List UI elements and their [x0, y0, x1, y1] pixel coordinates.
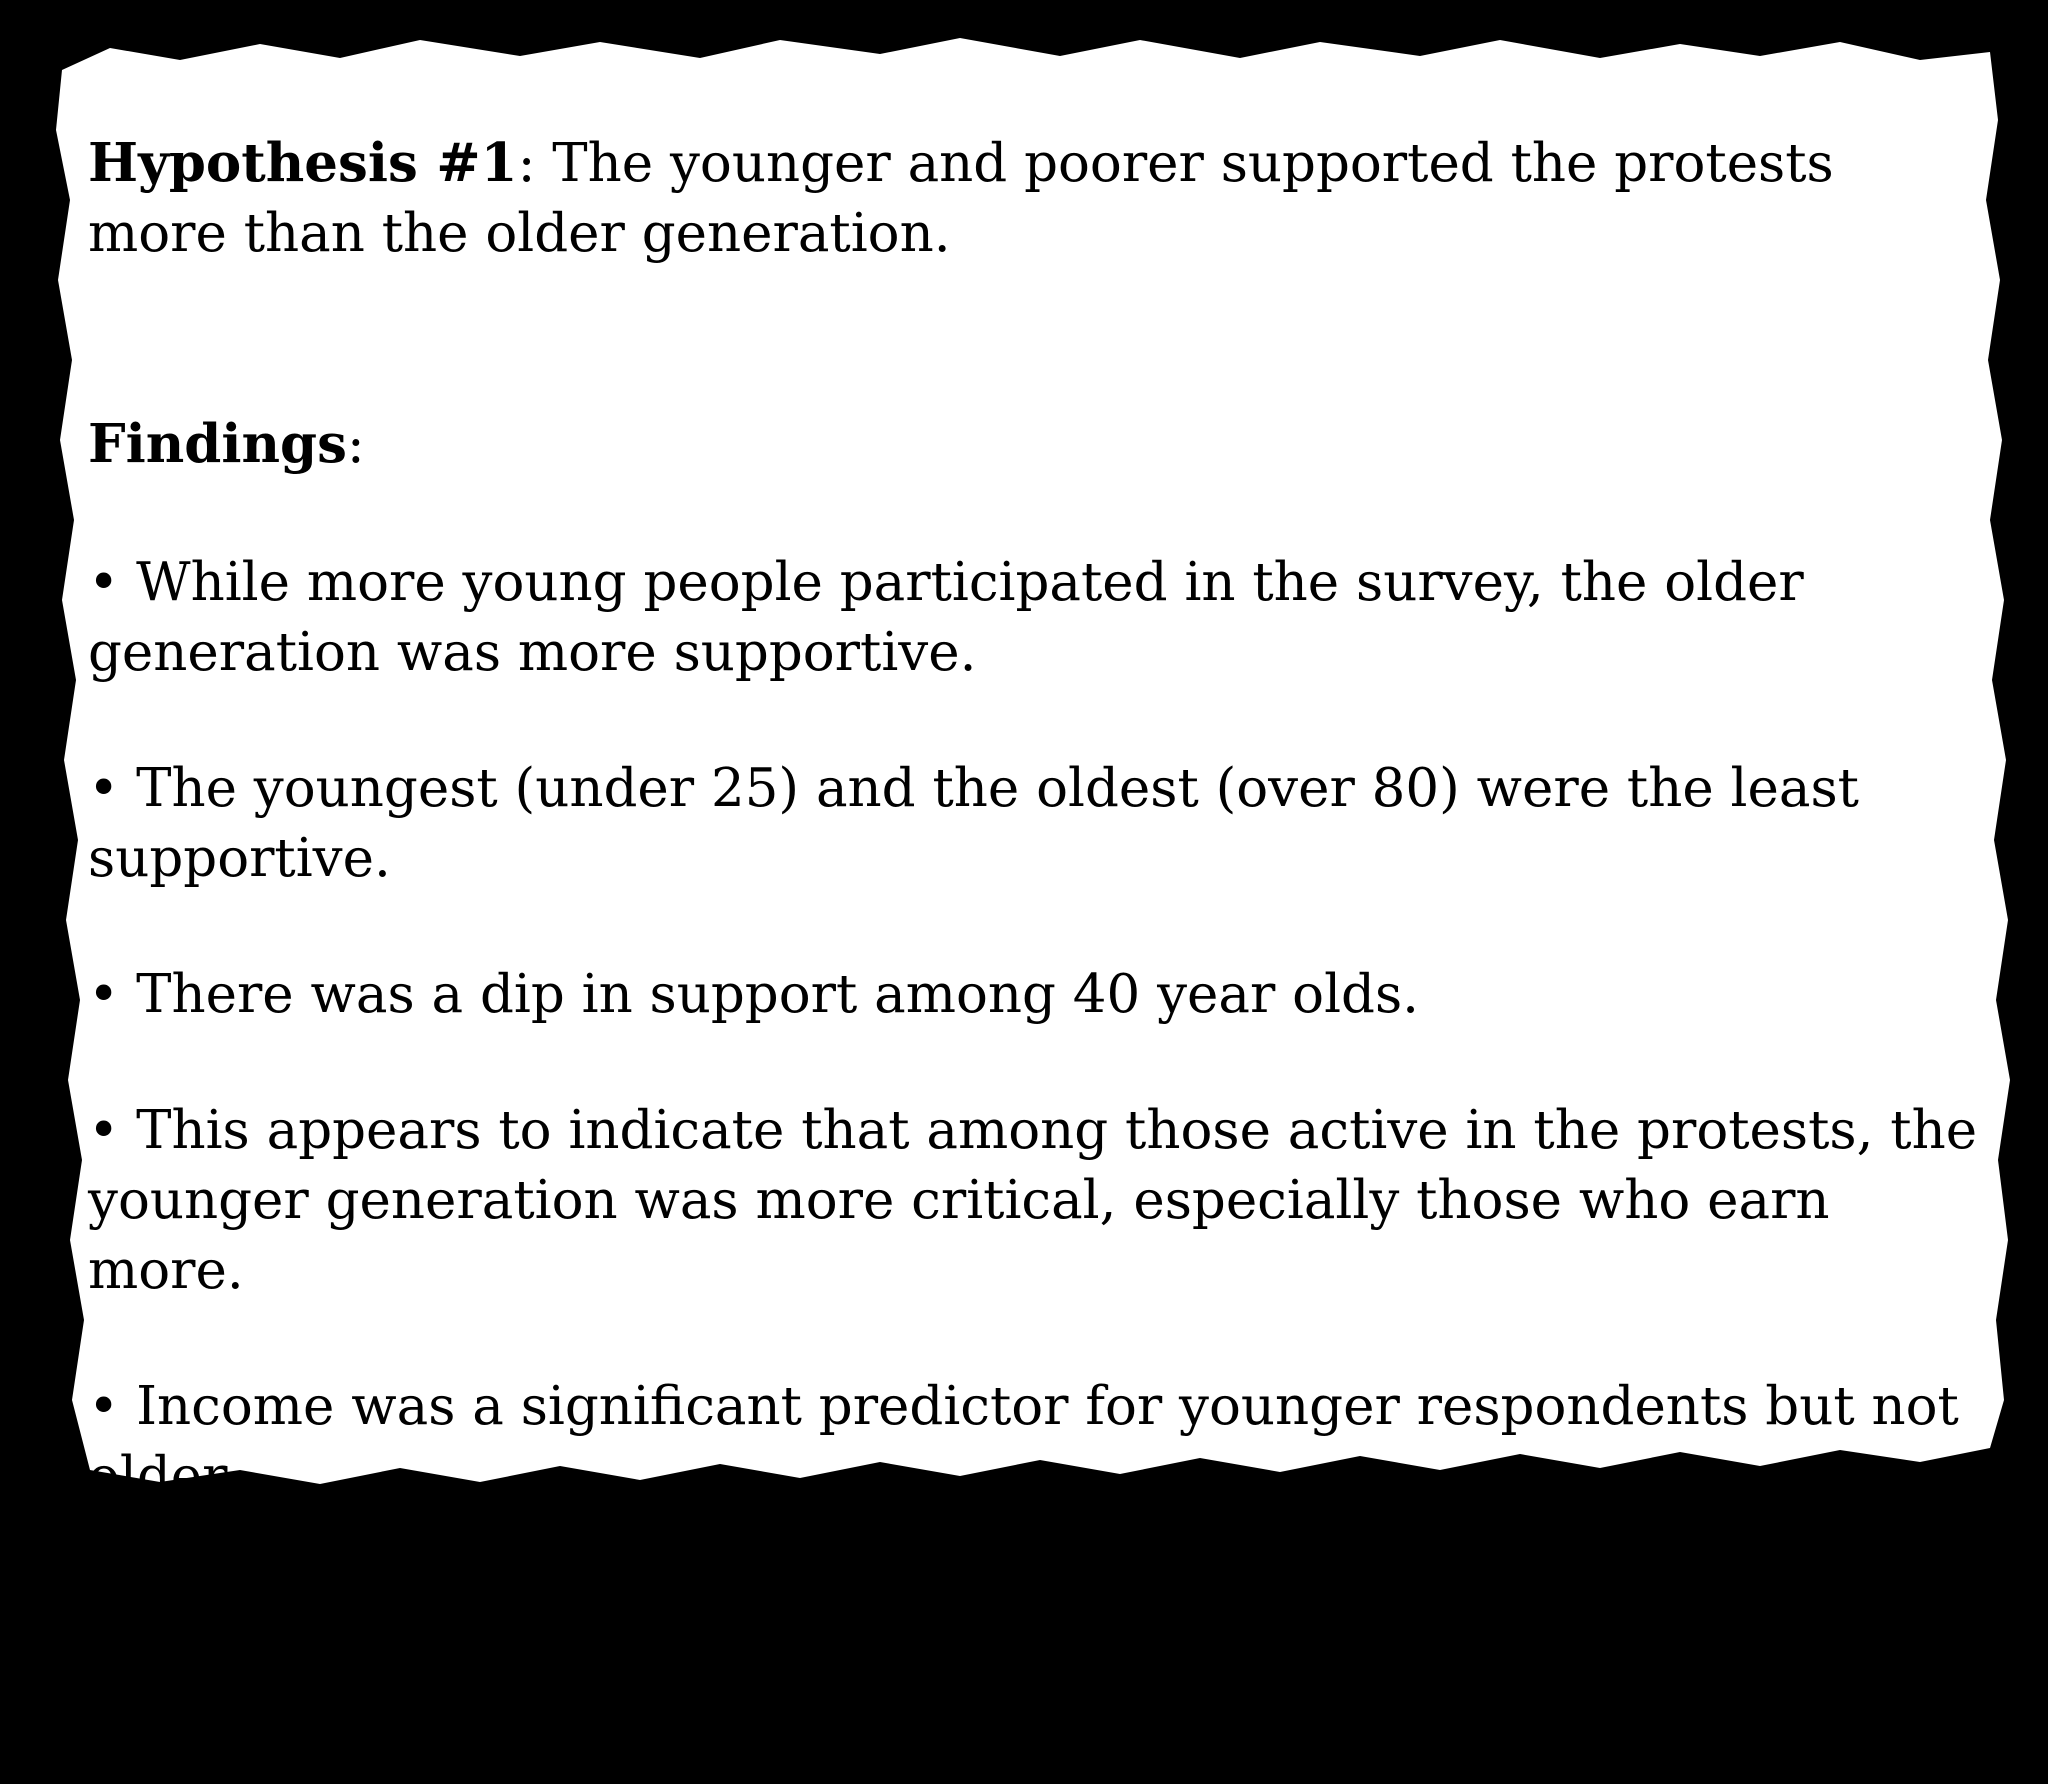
hypothesis-separator: : [517, 133, 536, 194]
findings-label: Findings [88, 413, 347, 475]
slide-content [88, 128, 1988, 1784]
hypothesis-text: The younger and poorer supported the protests more than the older generation. [88, 133, 1834, 264]
finding-bullet-1: • While more young people participated in the survey, the older generation was more supportive. [88, 552, 1804, 683]
findings-heading [88, 409, 1988, 480]
findings-separator: : [346, 414, 365, 475]
finding-bullet-2: • The youngest (under 25) and the oldest (over 80) were the least supportive. [88, 758, 1859, 889]
hypothesis-label: Hypothesis #1 [88, 132, 518, 194]
finding-bullet-6: • There was a significant positive interaction between age and income. [88, 1582, 1775, 1713]
finding-bullet-3: • There was a dip in support among 40 year olds. [88, 964, 1420, 1025]
finding-bullet-4: • This appears to indicate that among those active in the protests, the younger generation was more critical, especially those who earn more. [88, 1100, 1978, 1301]
finding-bullet-5: • Income was a significant predictor for younger respondents but not older. [88, 1376, 1959, 1507]
hypothesis-paragraph [88, 128, 1988, 269]
